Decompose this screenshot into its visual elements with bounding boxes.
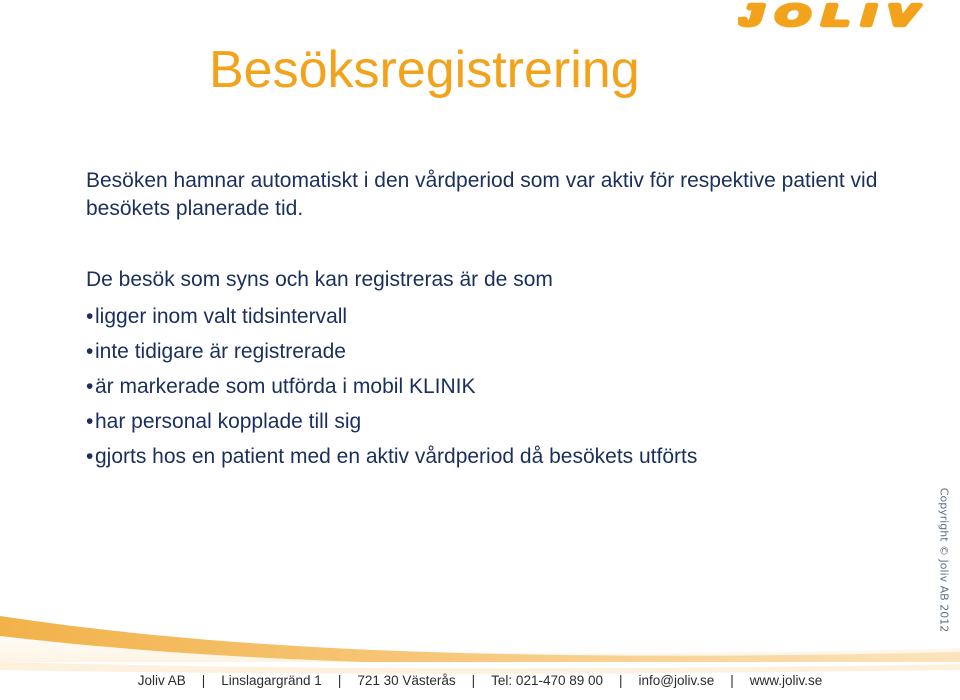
footer-web-link[interactable]: www.joliv.se (749, 672, 823, 688)
intro-paragraph: Besöken hamnar automatiskt i den vårdperiod som var aktiv för respektive patient vid besökets planerade tid. (86, 169, 878, 220)
footer-phone: Tel: 021-470 89 00 (491, 672, 604, 688)
criteria-list (86, 302, 946, 477)
footer-email-link[interactable]: info@joliv.se (638, 672, 715, 688)
footer-separator: | (619, 672, 623, 688)
footer-street: Linslagargränd 1 (221, 672, 322, 688)
footer-separator: | (730, 672, 734, 688)
footer-city: 721 30 Västerås (357, 672, 456, 688)
joliv-logo (738, 2, 934, 30)
page-title: Besöksregistrering (209, 41, 640, 99)
footer-company: Joliv AB (137, 672, 186, 688)
list-item: •är markerade som utförda i mobil KLINIK (86, 375, 476, 398)
list-item: •inte tidigare är registrerade (86, 340, 346, 363)
logo-text: JOLIV (738, 2, 930, 30)
lead-paragraph: De besök som syns och kan registreras är de som (86, 268, 553, 291)
copyright-text: Copyright © Joliv AB 2012 (937, 487, 951, 633)
footer-separator: | (201, 672, 206, 688)
list-item: •har personal kopplade till sig (86, 410, 362, 433)
footer-contact (0, 670, 960, 690)
list-item: •ligger inom valt tidsintervall (86, 305, 348, 328)
footer-separator: | (337, 672, 342, 688)
list-item: •gjorts hos en patient med en aktiv vårdperiod då besökets utförts (86, 445, 698, 468)
footer-separator: | (471, 672, 476, 688)
